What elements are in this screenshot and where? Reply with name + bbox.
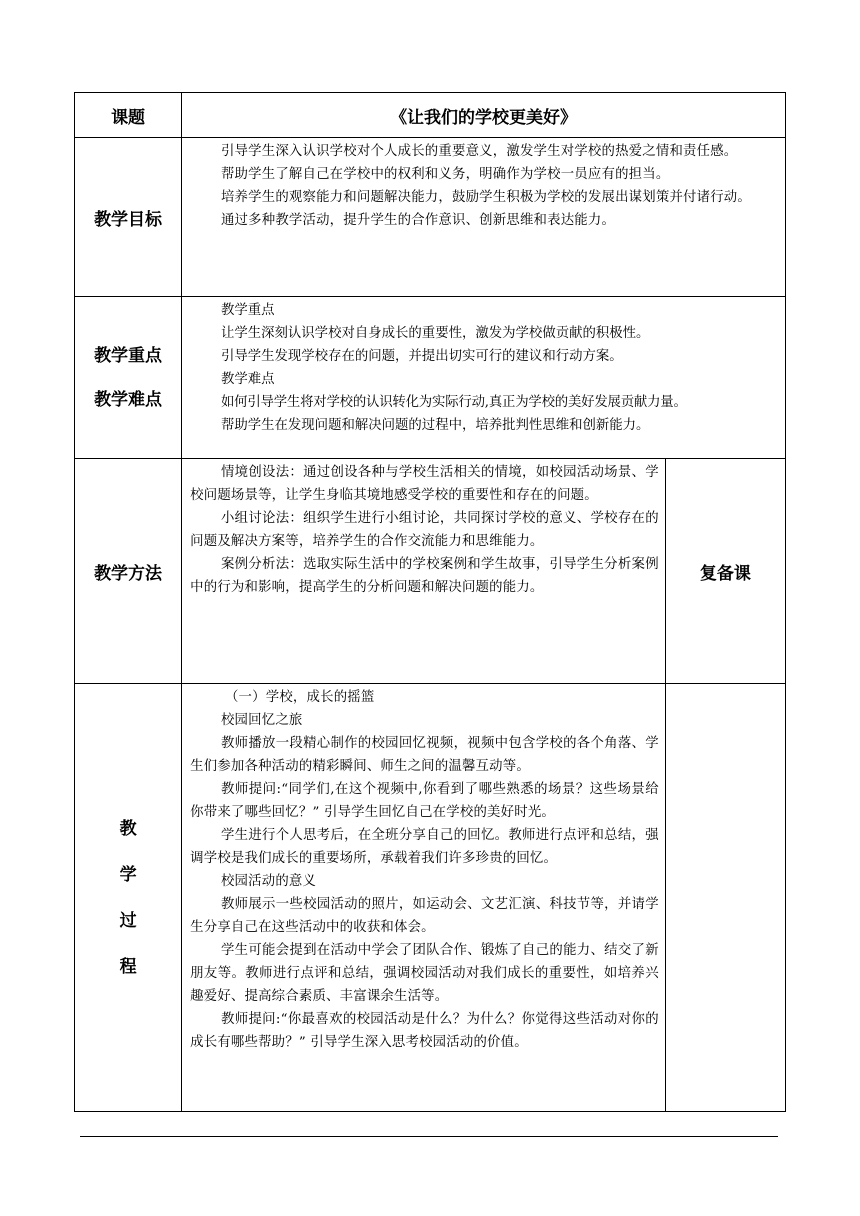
lesson-title: 《让我们的学校更美好》 xyxy=(182,93,786,138)
objectives-label: 教学目标 xyxy=(75,138,182,297)
key-points-label-line: 教学重点 xyxy=(94,345,163,366)
topic-row xyxy=(75,93,786,138)
objective-paragraph: 帮助学生了解自己在学校中的权利和义务，明确作为学校一员应有的担当。 xyxy=(220,167,670,182)
process-row xyxy=(75,684,786,1112)
process-label-char: 过 xyxy=(119,910,137,931)
key-point-heading: 教学重点 xyxy=(220,303,275,318)
difficulty-paragraph: 帮助学生在发现问题和解决问题的过程中，培养批判性思维和创新能力。 xyxy=(220,418,650,433)
method-paragraph: 情境创设法：通过创设各种与学校生活相关的情境，如校园活动场景、学校问题场景等，让学生身临其境地感受学校的重要性和存在的问题。 xyxy=(190,465,659,503)
process-paragraph: 教师提问:“你最喜欢的校园活动是什么？为什么？你觉得这些活动对你的成长有哪些帮助？” 引导学生深入思考校园活动的价值。 xyxy=(190,1012,659,1050)
difficulties-label-line: 教学难点 xyxy=(94,389,163,410)
process-paragraph: 教师播放一段精心制作的校园回忆视频，视频中包含学校的各个角落、学生们参加各种活动的精彩瞬间、师生之间的温馨互动等。 xyxy=(190,736,659,774)
methods-label: 教学方法 xyxy=(75,459,182,684)
process-paragraph: 学生进行个人思考后，在全班分享自己的回忆。教师进行点评和总结，强调学校是我们成长的重要场所，承载着我们许多珍贵的回忆。 xyxy=(190,828,659,866)
process-label xyxy=(75,684,182,1112)
difficulty-heading: 教学难点 xyxy=(220,372,275,387)
footer-divider xyxy=(80,1136,778,1137)
process-label-char: 学 xyxy=(119,864,137,885)
methods-row xyxy=(75,459,786,684)
method-paragraph: 案例分析法：选取实际生活中的学校案例和学生故事，引导学生分析案例中的行为和影响，提高学生的分析问题和解决问题的能力。 xyxy=(190,557,659,595)
process-subheading: 校园回忆之旅 xyxy=(220,713,303,728)
process-paragraph: 教师提问:“同学们,在这个视频中,你看到了哪些熟悉的场景？这些场景给你带来了哪些回忆？” 引导学生回忆自己在学校的美好时光。 xyxy=(190,782,659,820)
process-section-heading: （一）学校，成长的摇篮 xyxy=(224,690,375,705)
key-points-content xyxy=(182,297,786,459)
key-points-label xyxy=(75,297,182,459)
process-side-cell xyxy=(665,684,785,1112)
key-points-row xyxy=(75,297,786,459)
topic-label: 课题 xyxy=(75,93,182,138)
lesson-plan-table xyxy=(74,92,786,1112)
method-paragraph: 小组讨论法：组织学生进行小组讨论，共同探讨学校的意义、学校存在的问题及解决方案等，培养学生的合作交流能力和思维能力。 xyxy=(190,511,659,549)
key-point-paragraph: 引导学生发现学校存在的问题，并提出切实可行的建议和行动方案。 xyxy=(220,349,623,364)
objectives-row xyxy=(75,138,786,297)
process-content xyxy=(182,684,666,1112)
key-point-paragraph: 让学生深刻认识学校对自身成长的重要性，激发为学校做贡献的积极性。 xyxy=(220,326,650,341)
objective-paragraph: 引导学生深入认识学校对个人成长的重要意义，激发学生对学校的热爱之情和责任感。 xyxy=(220,144,738,159)
review-note: 复备课 xyxy=(665,459,785,684)
process-paragraph: 教师展示一些校园活动的照片，如运动会、文艺汇演、科技节等，并请学生分享自己在这些活动中的收获和体会。 xyxy=(190,897,659,935)
process-subheading: 校园活动的意义 xyxy=(220,874,317,889)
objective-paragraph: 通过多种教学活动，提升学生的合作意识、创新思维和表达能力。 xyxy=(220,213,616,228)
process-label-char: 教 xyxy=(119,818,137,839)
methods-content xyxy=(182,459,666,684)
objective-paragraph: 培养学生的观察能力和问题解决能力，鼓励学生积极为学校的发展出谋划策并付诸行动。 xyxy=(220,190,751,205)
process-paragraph: 学生可能会提到在活动中学会了团队合作、锻炼了自己的能力、结交了新朋友等。教师进行点评和总结，强调校园活动对我们成长的重要性，如培养兴趣爱好、提高综合素质、丰富课余生活等。 xyxy=(190,943,659,1004)
objectives-content xyxy=(182,138,786,297)
difficulty-paragraph: 如何引导学生将对学校的认识转化为实际行动,真正为学校的美好发展贡献力量。 xyxy=(220,395,687,410)
process-label-char: 程 xyxy=(119,956,137,977)
